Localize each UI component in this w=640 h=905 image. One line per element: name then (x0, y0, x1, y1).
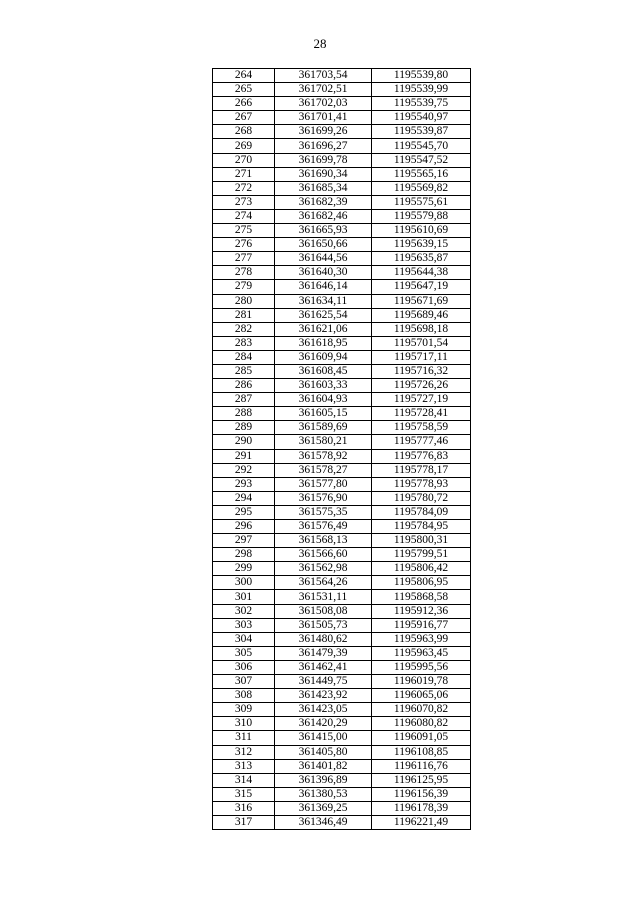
point-number-cell: 265 (213, 83, 275, 97)
y-coordinate-cell: 1195540,97 (372, 111, 471, 125)
table-row (213, 308, 471, 322)
table-row (213, 717, 471, 731)
point-number-cell: 269 (213, 139, 275, 153)
x-coordinate-cell: 361618,95 (275, 336, 372, 350)
y-coordinate-cell: 1195778,17 (372, 463, 471, 477)
table-row (213, 520, 471, 534)
table-row (213, 731, 471, 745)
y-coordinate-cell: 1195995,56 (372, 660, 471, 674)
x-coordinate-cell: 361449,75 (275, 675, 372, 689)
y-coordinate-cell: 1195784,95 (372, 520, 471, 534)
x-coordinate-cell: 361603,33 (275, 379, 372, 393)
x-coordinate-cell: 361415,00 (275, 731, 372, 745)
table-row (213, 336, 471, 350)
table-row (213, 167, 471, 181)
point-number-cell: 274 (213, 209, 275, 223)
table-row (213, 407, 471, 421)
table-row (213, 759, 471, 773)
x-coordinate-cell: 361646,14 (275, 280, 372, 294)
point-number-cell: 284 (213, 350, 275, 364)
x-coordinate-cell: 361531,11 (275, 590, 372, 604)
point-number-cell: 314 (213, 773, 275, 787)
point-number-cell: 306 (213, 660, 275, 674)
y-coordinate-cell: 1195569,82 (372, 181, 471, 195)
y-coordinate-cell: 1196156,39 (372, 787, 471, 801)
y-coordinate-cell: 1195539,80 (372, 69, 471, 83)
point-number-cell: 317 (213, 815, 275, 829)
point-number-cell: 270 (213, 153, 275, 167)
table-row (213, 787, 471, 801)
point-number-cell: 279 (213, 280, 275, 294)
point-number-cell: 268 (213, 125, 275, 139)
y-coordinate-cell: 1195716,32 (372, 364, 471, 378)
x-coordinate-cell: 361608,45 (275, 364, 372, 378)
point-number-cell: 294 (213, 491, 275, 505)
point-number-cell: 277 (213, 252, 275, 266)
coordinates-table-body (213, 69, 471, 830)
x-coordinate-cell: 361562,98 (275, 562, 372, 576)
y-coordinate-cell: 1195912,36 (372, 604, 471, 618)
y-coordinate-cell: 1195547,52 (372, 153, 471, 167)
x-coordinate-cell: 361650,66 (275, 238, 372, 252)
point-number-cell: 292 (213, 463, 275, 477)
table-row (213, 181, 471, 195)
table-row (213, 97, 471, 111)
table-row (213, 548, 471, 562)
y-coordinate-cell: 1195727,19 (372, 393, 471, 407)
x-coordinate-cell: 361576,49 (275, 520, 372, 534)
table-row (213, 421, 471, 435)
point-number-cell: 285 (213, 364, 275, 378)
y-coordinate-cell: 1196065,06 (372, 689, 471, 703)
point-number-cell: 302 (213, 604, 275, 618)
y-coordinate-cell: 1196080,82 (372, 717, 471, 731)
table-row (213, 224, 471, 238)
y-coordinate-cell: 1195610,69 (372, 224, 471, 238)
x-coordinate-cell: 361685,34 (275, 181, 372, 195)
table-row (213, 435, 471, 449)
point-number-cell: 313 (213, 759, 275, 773)
x-coordinate-cell: 361346,49 (275, 815, 372, 829)
y-coordinate-cell: 1195780,72 (372, 491, 471, 505)
point-number-cell: 291 (213, 449, 275, 463)
y-coordinate-cell: 1195539,75 (372, 97, 471, 111)
table-row (213, 322, 471, 336)
table-row (213, 534, 471, 548)
table-row (213, 689, 471, 703)
x-coordinate-cell: 361589,69 (275, 421, 372, 435)
y-coordinate-cell: 1195575,61 (372, 195, 471, 209)
point-number-cell: 316 (213, 801, 275, 815)
x-coordinate-cell: 361703,54 (275, 69, 372, 83)
x-coordinate-cell: 361479,39 (275, 646, 372, 660)
point-number-cell: 311 (213, 731, 275, 745)
x-coordinate-cell: 361576,90 (275, 491, 372, 505)
y-coordinate-cell: 1195647,19 (372, 280, 471, 294)
table-row (213, 209, 471, 223)
table-row (213, 69, 471, 83)
point-number-cell: 278 (213, 266, 275, 280)
x-coordinate-cell: 361609,94 (275, 350, 372, 364)
table-row (213, 632, 471, 646)
y-coordinate-cell: 1195545,70 (372, 139, 471, 153)
y-coordinate-cell: 1195778,93 (372, 477, 471, 491)
x-coordinate-cell: 361401,82 (275, 759, 372, 773)
x-coordinate-cell: 361640,30 (275, 266, 372, 280)
x-coordinate-cell: 361690,34 (275, 167, 372, 181)
y-coordinate-cell: 1195689,46 (372, 308, 471, 322)
point-number-cell: 295 (213, 505, 275, 519)
y-coordinate-cell: 1195800,31 (372, 534, 471, 548)
x-coordinate-cell: 361508,08 (275, 604, 372, 618)
y-coordinate-cell: 1195639,15 (372, 238, 471, 252)
x-coordinate-cell: 361682,46 (275, 209, 372, 223)
table-row (213, 350, 471, 364)
table-row (213, 195, 471, 209)
point-number-cell: 305 (213, 646, 275, 660)
table-row (213, 83, 471, 97)
point-number-cell: 275 (213, 224, 275, 238)
point-number-cell: 281 (213, 308, 275, 322)
y-coordinate-cell: 1196091,05 (372, 731, 471, 745)
y-coordinate-cell: 1195799,51 (372, 548, 471, 562)
page-number: 28 (313, 36, 327, 51)
table-row (213, 294, 471, 308)
y-coordinate-cell: 1195726,26 (372, 379, 471, 393)
x-coordinate-cell: 361505,73 (275, 618, 372, 632)
x-coordinate-cell: 361682,39 (275, 195, 372, 209)
y-coordinate-cell: 1195565,16 (372, 167, 471, 181)
x-coordinate-cell: 361380,53 (275, 787, 372, 801)
point-number-cell: 273 (213, 195, 275, 209)
table-row (213, 660, 471, 674)
y-coordinate-cell: 1195806,42 (372, 562, 471, 576)
x-coordinate-cell: 361568,13 (275, 534, 372, 548)
x-coordinate-cell: 361696,27 (275, 139, 372, 153)
y-coordinate-cell: 1196108,85 (372, 745, 471, 759)
point-number-cell: 298 (213, 548, 275, 562)
table-row (213, 505, 471, 519)
table-row (213, 266, 471, 280)
y-coordinate-cell: 1195777,46 (372, 435, 471, 449)
point-number-cell: 301 (213, 590, 275, 604)
x-coordinate-cell: 361702,03 (275, 97, 372, 111)
x-coordinate-cell: 361420,29 (275, 717, 372, 731)
point-number-cell: 286 (213, 379, 275, 393)
point-number-cell: 307 (213, 675, 275, 689)
x-coordinate-cell: 361644,56 (275, 252, 372, 266)
y-coordinate-cell: 1195671,69 (372, 294, 471, 308)
y-coordinate-cell: 1196221,49 (372, 815, 471, 829)
y-coordinate-cell: 1195728,41 (372, 407, 471, 421)
y-coordinate-cell: 1196178,39 (372, 801, 471, 815)
table-row (213, 139, 471, 153)
x-coordinate-cell: 361575,35 (275, 505, 372, 519)
point-number-cell: 312 (213, 745, 275, 759)
table-row (213, 646, 471, 660)
x-coordinate-cell: 361665,93 (275, 224, 372, 238)
table-row (213, 703, 471, 717)
x-coordinate-cell: 361423,92 (275, 689, 372, 703)
point-number-cell: 267 (213, 111, 275, 125)
x-coordinate-cell: 361699,26 (275, 125, 372, 139)
y-coordinate-cell: 1195916,77 (372, 618, 471, 632)
coordinates-table (212, 68, 471, 830)
table-row (213, 280, 471, 294)
table-row (213, 463, 471, 477)
table-row (213, 393, 471, 407)
y-coordinate-cell: 1195758,59 (372, 421, 471, 435)
y-coordinate-cell: 1195539,87 (372, 125, 471, 139)
x-coordinate-cell: 361625,54 (275, 308, 372, 322)
y-coordinate-cell: 1196070,82 (372, 703, 471, 717)
x-coordinate-cell: 361699,78 (275, 153, 372, 167)
point-number-cell: 310 (213, 717, 275, 731)
y-coordinate-cell: 1195963,99 (372, 632, 471, 646)
y-coordinate-cell: 1195868,58 (372, 590, 471, 604)
point-number-cell: 272 (213, 181, 275, 195)
y-coordinate-cell: 1195784,09 (372, 505, 471, 519)
y-coordinate-cell: 1196116,76 (372, 759, 471, 773)
y-coordinate-cell: 1195539,99 (372, 83, 471, 97)
table-row (213, 801, 471, 815)
y-coordinate-cell: 1195776,83 (372, 449, 471, 463)
point-number-cell: 300 (213, 576, 275, 590)
point-number-cell: 309 (213, 703, 275, 717)
point-number-cell: 282 (213, 322, 275, 336)
table-row (213, 125, 471, 139)
table-row (213, 675, 471, 689)
table-row (213, 576, 471, 590)
table-row (213, 590, 471, 604)
point-number-cell: 271 (213, 167, 275, 181)
point-number-cell: 297 (213, 534, 275, 548)
y-coordinate-cell: 1195579,88 (372, 209, 471, 223)
x-coordinate-cell: 361605,15 (275, 407, 372, 421)
x-coordinate-cell: 361702,51 (275, 83, 372, 97)
point-number-cell: 315 (213, 787, 275, 801)
point-number-cell: 276 (213, 238, 275, 252)
table-row (213, 773, 471, 787)
point-number-cell: 299 (213, 562, 275, 576)
y-coordinate-cell: 1195717,11 (372, 350, 471, 364)
y-coordinate-cell: 1195698,18 (372, 322, 471, 336)
x-coordinate-cell: 361564,26 (275, 576, 372, 590)
y-coordinate-cell: 1195644,38 (372, 266, 471, 280)
point-number-cell: 304 (213, 632, 275, 646)
table-row (213, 111, 471, 125)
x-coordinate-cell: 361634,11 (275, 294, 372, 308)
point-number-cell: 293 (213, 477, 275, 491)
table-row (213, 604, 471, 618)
y-coordinate-cell: 1196019,78 (372, 675, 471, 689)
x-coordinate-cell: 361580,21 (275, 435, 372, 449)
x-coordinate-cell: 361462,41 (275, 660, 372, 674)
table-row (213, 745, 471, 759)
x-coordinate-cell: 361405,80 (275, 745, 372, 759)
point-number-cell: 290 (213, 435, 275, 449)
y-coordinate-cell: 1195806,95 (372, 576, 471, 590)
x-coordinate-cell: 361621,06 (275, 322, 372, 336)
x-coordinate-cell: 361701,41 (275, 111, 372, 125)
point-number-cell: 296 (213, 520, 275, 534)
x-coordinate-cell: 361577,80 (275, 477, 372, 491)
table-row (213, 449, 471, 463)
table-row (213, 477, 471, 491)
table-row (213, 491, 471, 505)
point-number-cell: 283 (213, 336, 275, 350)
table-row (213, 379, 471, 393)
table-row (213, 618, 471, 632)
point-number-cell: 280 (213, 294, 275, 308)
x-coordinate-cell: 361578,27 (275, 463, 372, 477)
x-coordinate-cell: 361396,89 (275, 773, 372, 787)
table-row (213, 364, 471, 378)
table-row (213, 252, 471, 266)
y-coordinate-cell: 1195701,54 (372, 336, 471, 350)
x-coordinate-cell: 361369,25 (275, 801, 372, 815)
point-number-cell: 264 (213, 69, 275, 83)
point-number-cell: 288 (213, 407, 275, 421)
point-number-cell: 287 (213, 393, 275, 407)
table-row (213, 238, 471, 252)
table-row (213, 153, 471, 167)
x-coordinate-cell: 361423,05 (275, 703, 372, 717)
y-coordinate-cell: 1195963,45 (372, 646, 471, 660)
point-number-cell: 303 (213, 618, 275, 632)
table-row (213, 562, 471, 576)
point-number-cell: 289 (213, 421, 275, 435)
y-coordinate-cell: 1195635,87 (372, 252, 471, 266)
y-coordinate-cell: 1196125,95 (372, 773, 471, 787)
table-row (213, 815, 471, 829)
x-coordinate-cell: 361604,93 (275, 393, 372, 407)
x-coordinate-cell: 361480,62 (275, 632, 372, 646)
point-number-cell: 308 (213, 689, 275, 703)
x-coordinate-cell: 361578,92 (275, 449, 372, 463)
x-coordinate-cell: 361566,60 (275, 548, 372, 562)
point-number-cell: 266 (213, 97, 275, 111)
